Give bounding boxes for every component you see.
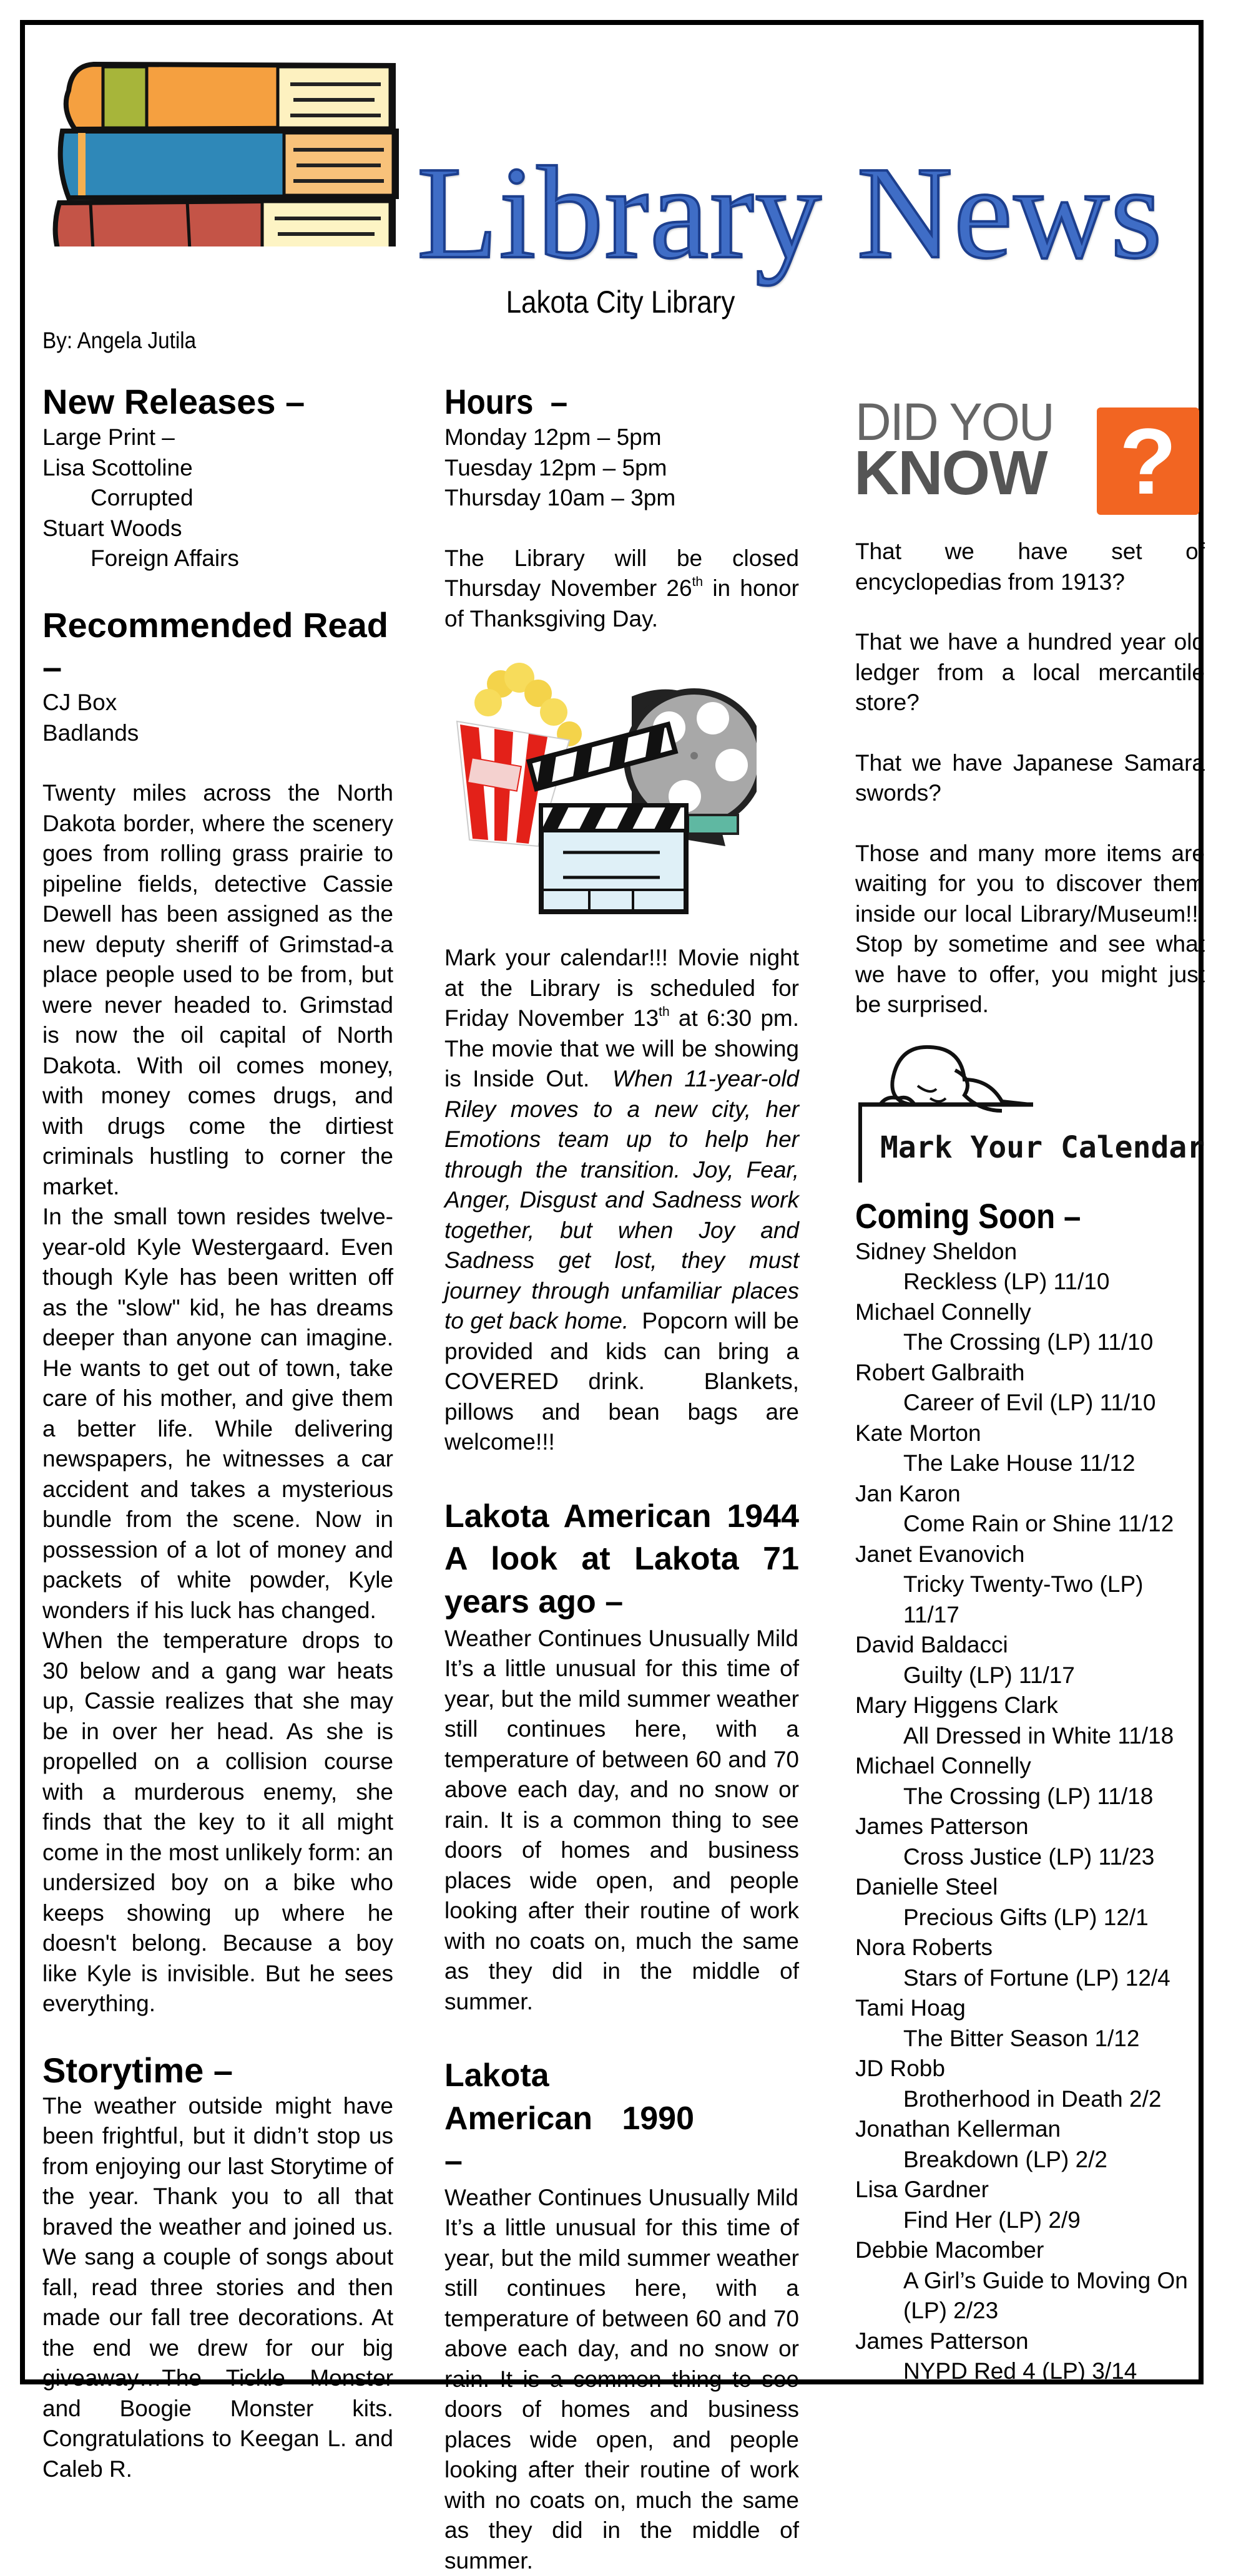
coming-soon-item [855,1297,1205,1358]
article-body: It’s a little unusual for this time of year, but the mild summer weather still continues here, with a temperature of between 60 and 70 above each day, and no snow or rain. It is a common thing to see doors of homes and business places wide open, and people looking after their routine of work with no coats on, much the same as they did in the middle of summer. [444,2215,799,2574]
book-title-and-date: The Bitter Season 1/12 [903,2025,1140,2051]
recommended-paragraph: Twenty miles across the North Dakota border, where the scenery goes from rolling grass prairie to pipeline fields, detective Cassie Dewell has been assigned as the new deputy sheriff of Grimstad-a place people used to be from, but were never headed to. Grimstad is now the oil capital of North Dakota. With oil comes money, with money comes drugs, and with drugs come the dirtiest criminals hustling to corner the market. [42,780,393,1199]
fact-item: That we have set of encyclopedias from 1913? [855,539,1205,595]
new-release-item [42,514,393,574]
coming-soon-item [855,1872,1205,1933]
lakota-1990-heading: Lakota American 1990 – [444,2057,694,2180]
coming-soon-item [855,1812,1205,1872]
movie-synopsis: When 11-year-old Riley moves to a new city, her Emotions team up to help her through the transition. Joy, Fear, Anger, Disgust and Sadness work together, but when Joy and Sadness get lost, they must journey through unfamiliar places to get back home. [444,1066,799,1334]
book-title-and-date: All Dressed in White 11/18 [903,1722,1174,1749]
coming-soon-heading: Coming Soon – [855,1196,1081,1236]
book-title: Corrupted [91,485,194,511]
recommended-title: Badlands [42,720,139,746]
closure-notice: The Library will be closed Thursday November 26th in honor of Thanksgiving Day. [444,545,799,632]
right-column [855,381,1205,2387]
book-title-and-date: Stars of Fortune (LP) 12/4 [903,1964,1170,1991]
book-title-and-date: The Lake House 11/12 [903,1450,1136,1476]
coming-soon-list [855,1237,1205,2387]
recommended-author: CJ Box [42,690,117,716]
article-subhead: Weather Continues Unusually Mild [444,2184,798,2210]
book-title-and-date: Career of Evil (LP) 11/10 [903,1390,1156,1416]
masthead [44,53,1192,286]
book-title-and-date: Precious Gifts (LP) 12/1 [903,1904,1149,1930]
coming-soon-item [855,1751,1205,1812]
popcorn-clapperboard-film-reel-icon [444,659,757,915]
masthead-title: Library News [417,139,1164,286]
book-author: Lisa Gardner [855,2177,989,2203]
book-title-and-date: NYPD Red 4 (LP) 3/14 [903,2358,1137,2384]
hours-section [444,381,799,634]
recommended-paragraph: In the small town resides twelve-year-old Kyle Westergaard. Even though Kyle has been written off as the "slow" kid, he has dreams deeper than anyone can imagine. He wants to get out of town, take care of his mother, and give them a better life. While delivering newspapers, he witnesses a car accident and takes a mysterious bundle from the scene. Now in possession of a lot of money and packets of white powder, Kyle wonders if his luck has changed. [42,1204,393,1623]
left-column [42,381,393,2484]
book-author: Debbie Macomber [855,2237,1044,2263]
book-author: Jonathan Kellerman [855,2116,1061,2142]
article-subhead: Weather Continues Unusually Mild [444,1625,798,1651]
book-title-and-date: Guilty (LP) 11/17 [903,1662,1075,1688]
byline: By: Angela Jutila [42,328,197,353]
article-body: It’s a little unusual for this time of year, but the mild summer weather still continues here, with a temperature of between 60 and 70 above each day, and no snow or rain. It is a common thing to see doors of homes and business places wide open, and people looking after their routine of work with no coats on, much the same as they did in the middle of summer. [444,1656,799,2014]
recommended-read-heading: Recommended Read – [42,605,388,686]
hours-line: Monday 12pm – 5pm [444,424,662,451]
coming-soon-item [855,2326,1205,2387]
book-title: Foreign Affairs [91,545,239,572]
coming-soon-item [855,2235,1205,2326]
book-author: Kate Morton [855,1420,981,1446]
fact-item: That we have Japanese Samara swords? [855,749,1205,806]
lakota-1944-section [444,1495,799,2017]
book-author: Michael Connelly [855,1299,1031,1325]
book-author: James Patterson [855,2328,1029,2354]
book-title-and-date: Come Rain or Shine 11/12 [903,1511,1174,1537]
storytime-section [42,2049,393,2485]
book-author: Tami Hoag [855,1995,966,2021]
book-author: Mary Higgens Clark [855,1692,1058,1719]
coming-soon-item [855,2114,1205,2175]
coming-soon-item [855,1630,1205,1690]
book-author: Janet Evanovich [855,1541,1025,1567]
lakota-1990-section [444,2054,799,2576]
coming-soon-item [855,1418,1205,1479]
know-text: KNOW [854,438,1047,508]
storytime-body: The weather outside might have been frightful, but it didn’t stop us from enjoying our last Storytime of the year. Thank you to all that braved the weather and joined us. We sang a couple of songs about fall, read three stories and then made our fall tree decorations. At the end we drew for our big giveaway…The Tickle Monster and Boogie Monster kits. Congratulations to Keegan L. and Caleb R. [42,2092,393,2482]
book-author: James Patterson [855,1813,1029,1840]
book-title-and-date: Cross Justice (LP) 11/23 [903,1843,1155,1870]
book-author: Stuart Woods [42,515,182,541]
coming-soon-section [855,1195,1205,2387]
coming-soon-item [855,1358,1205,1418]
storytime-heading: Storytime – [42,2050,233,2090]
coming-soon-item [855,1237,1205,1297]
movie-night-body: Mark your calendar!!! Movie night at the Library is scheduled for Friday November 13th at 6:30 pm. The movie that we will be showing is Inside Out. When 11-year-old Riley moves to a new city, her Emotions team up to help her through the transition. Joy, Fear, Anger, Disgust and Sadness work together, but when Joy and Sadness get lost, they must journey through unfamiliar places to get back home. Popcorn will be provided and kids can bring a COVERED drink. Blankets, pillows and bean bags are welcome!!! [444,945,818,1455]
book-author: Michael Connelly [855,1753,1031,1779]
did-you-know-section [855,537,1205,1020]
book-author: Sidney Sheldon [855,1238,1018,1264]
fact-item: That we have a hundred year old ledger from a local mercantile store? [855,629,1205,715]
stacked-books-icon [44,53,418,246]
hours-line: Tuesday 12pm – 5pm [444,454,667,481]
book-title-and-date: Tricky Twenty-Two (LP) 11/17 [903,1571,1144,1627]
fact-item: Those and many more items are waiting for you to discover them inside our local Library/Museum!!! Stop by sometime and see what we have to offer, you might just be surprised. [855,840,1205,1017]
movie-night-section [444,943,818,1458]
book-title-and-date: Find Her (LP) 2/9 [903,2207,1081,2233]
coming-soon-item [855,1479,1205,1539]
library-name: Lakota City Library [506,285,735,320]
book-author: JD Robb [855,2056,945,2082]
hours-line: Thursday 10am – 3pm [444,485,676,511]
book-author: Jan Karon [855,1480,961,1506]
book-author: Nora Roberts [855,1934,993,1961]
coming-soon-item [855,1993,1205,2054]
coming-soon-item [855,1539,1205,1631]
new-release-item [42,453,393,514]
middle-column [444,381,818,2576]
large-print-label: Large Print – [42,424,175,451]
recommended-paragraph: When the temperature drops to 30 below and a gang war heats up, Cassie realizes that she may be in over her head. As she is propelled on a collision course with a murderous enemy, she finds that the key to it all might come in the most unlikely form: an undersized boy on a bike who keeps showing up where he doesn't belong. Because a boy like Kyle is invisible. But he sees everything. [42,1627,393,2017]
new-releases-heading: New Releases – [42,382,305,421]
lakota-1944-heading: Lakota American 1944 A look at Lakota 71 years ago – [444,1498,799,1620]
coming-soon-item [855,2175,1205,2235]
book-author: Lisa Scottoline [42,454,193,481]
book-title-and-date: The Crossing (LP) 11/10 [903,1329,1154,1355]
question-mark-icon: ? [1097,407,1199,515]
book-title-and-date: A Girl’s Guide to Moving On (LP) 2/23 [903,2267,1188,2324]
book-title-and-date: Breakdown (LP) 2/2 [903,2146,1108,2172]
book-title-and-date: Reckless (LP) 11/10 [903,1269,1110,1295]
cartoon-boy-leaning-icon [855,1042,1205,1186]
did-you-know-logo [854,381,1204,514]
book-author: Danielle Steel [855,1874,998,1900]
coming-soon-item [855,2054,1205,2114]
mark-your-calendar-banner: Mark Your Calendar [880,1129,1205,1165]
coming-soon-item [855,1933,1205,1993]
recommended-read-section [42,604,393,2019]
book-author: David Baldacci [855,1632,1008,1658]
coming-soon-item [855,1690,1205,1751]
hours-heading: Hours – [444,382,568,421]
did-you-text: DID YOU [855,393,1054,451]
book-title-and-date: Brotherhood in Death 2/2 [903,2086,1162,2112]
new-releases-section [42,381,393,574]
book-title-and-date: The Crossing (LP) 11/18 [903,1783,1154,1809]
book-author: Robert Galbraith [855,1359,1025,1385]
